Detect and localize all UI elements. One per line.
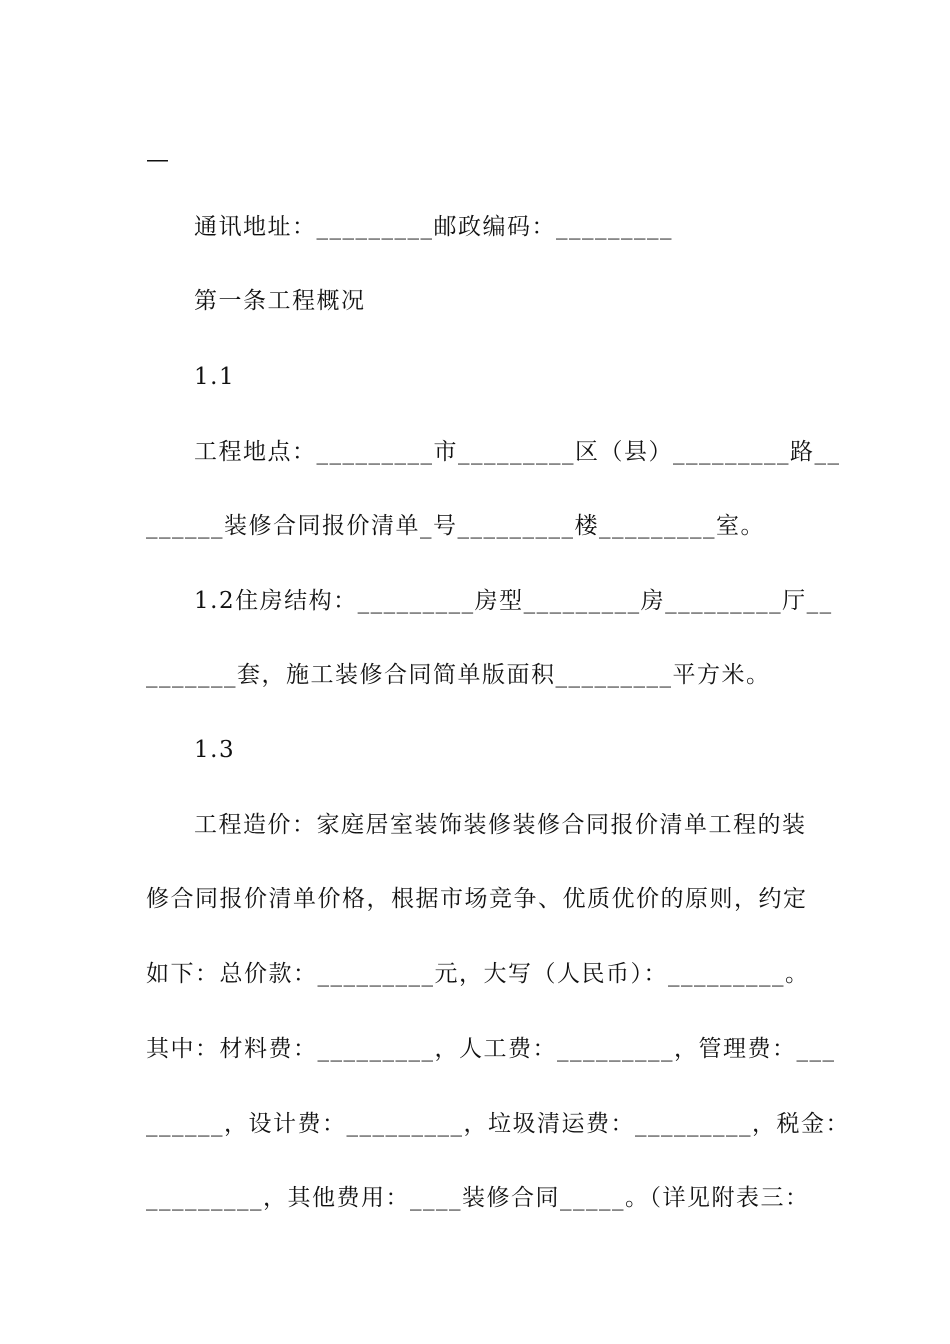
fee-breakdown-line-3: _________，其他费用：____装修合同_____。（详见附表三： (146, 1185, 810, 1211)
project-location-line-cont: ______装修合同报价清单_号_________楼_________室。 (146, 513, 765, 539)
address-postcode-line: 通讯地址：_________邮政编码：_________ (194, 214, 673, 240)
clause-number-1-1: 1.1 (194, 364, 236, 390)
project-location-line: 工程地点：_________市_________区（县）_________路__ (194, 439, 841, 465)
housing-structure-line-cont: _______套，施工装修合同简单版面积_________平方米。 (146, 662, 771, 688)
dash-line: — (146, 147, 171, 173)
section-heading: 第一条工程概况 (194, 288, 366, 314)
fee-breakdown-line-2: ______，设计费：_________，垃圾清运费：_________，税金： (146, 1111, 850, 1137)
total-price-line: 如下：总价款：_________元，大写（人民币）：_________。 (146, 961, 810, 987)
project-cost-line: 工程造价：家庭居室装饰装修装修合同报价清单工程的装 (194, 812, 807, 838)
housing-structure-line: 1.2住房结构：_________房型_________房_________厅__ (194, 588, 833, 614)
fee-breakdown-line-1: 其中：材料费：_________，人工费：_________，管理费：___ (146, 1036, 836, 1062)
project-cost-line-cont-1: 修合同报价清单价格，根据市场竞争、优质优价的原则，约定 (146, 886, 808, 912)
clause-number-1-3: 1.3 (194, 737, 236, 763)
